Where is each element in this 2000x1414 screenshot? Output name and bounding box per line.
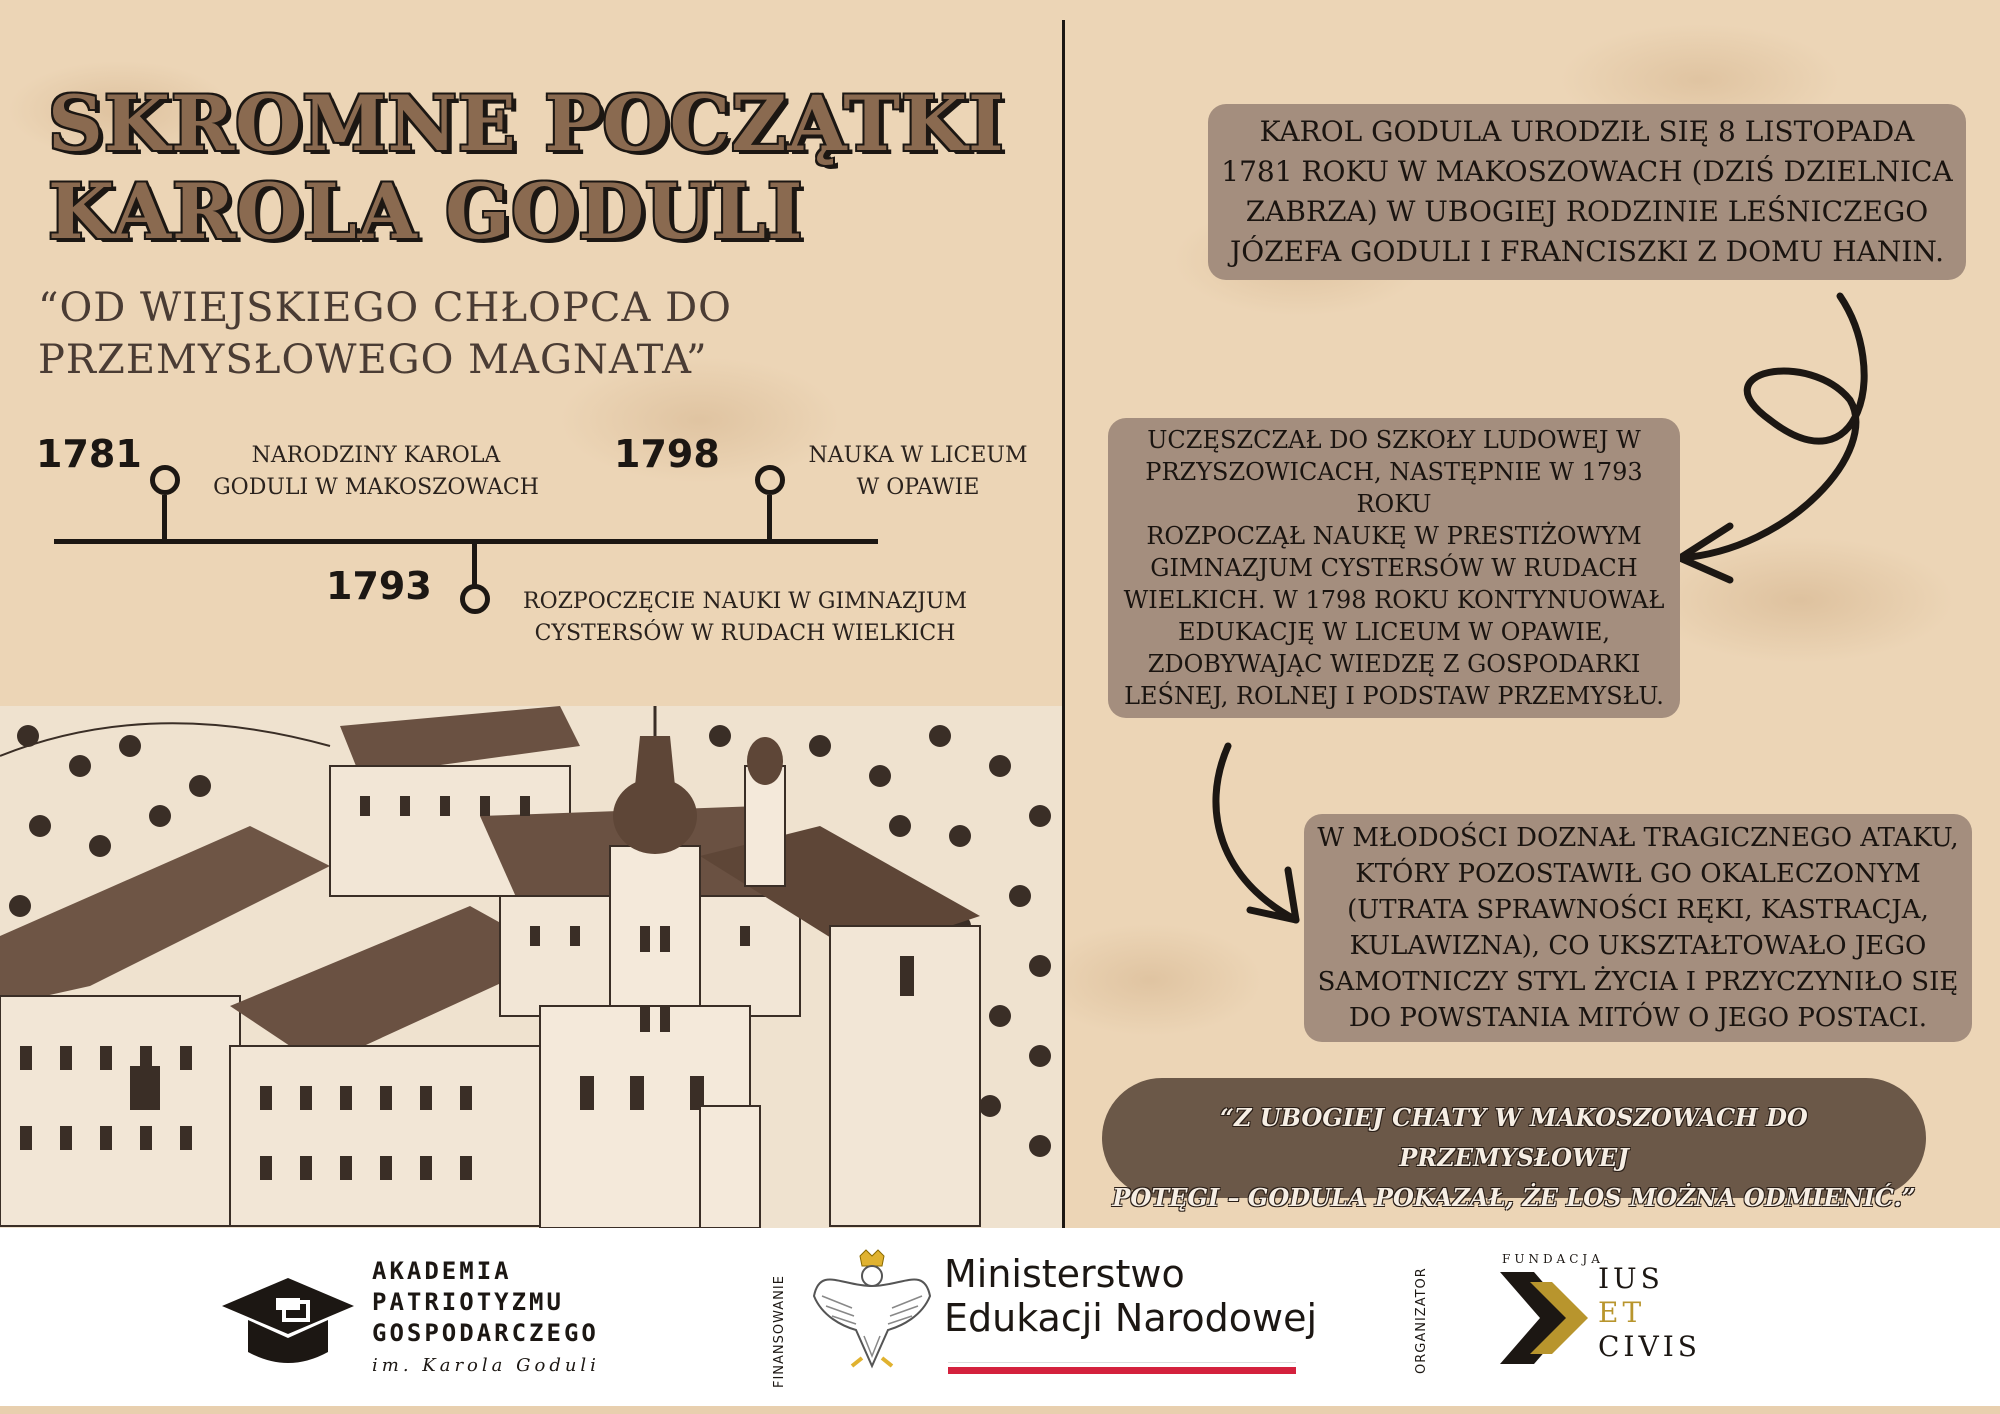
subtitle-line-1: “OD WIEJSKIEGO CHŁOPCA DO	[38, 285, 732, 331]
fundacja-ius: IUS	[1598, 1262, 1664, 1295]
title-line-2: KAROLA GODULI	[48, 167, 804, 256]
ministry-name: Ministerstwo Edukacji Narodowej	[944, 1252, 1318, 1340]
fundacja-et: ET	[1598, 1296, 1646, 1329]
graduation-cap-icon	[218, 1274, 358, 1374]
timeline-text-1781: NARODZINY KAROLA GODULI W MAKOSZOWACH	[213, 443, 539, 500]
organizator-label: ORGANIZATOR	[1414, 1267, 1429, 1374]
footer-bottom-strip	[0, 1406, 2000, 1414]
timeline-node-1798	[755, 465, 785, 495]
fundacja-civis: CIVIS	[1598, 1330, 1701, 1363]
polish-eagle-emblem	[812, 1246, 932, 1380]
timeline-text-1798: NAUKA W LICEUM W OPAWIE	[808, 443, 1028, 500]
akademia-name: AKADEMIA PATRIOTYZMU GOSPODARCZEGO	[372, 1257, 599, 1347]
timeline-axis	[54, 539, 878, 544]
monastery-illustration	[0, 706, 1062, 1228]
timeline-year-1798: 1798	[614, 432, 720, 476]
page-title	[48, 80, 1048, 256]
akademia-subtitle: im. Karola Goduli	[372, 1355, 600, 1376]
monastery-drawing	[0, 706, 1062, 1228]
title-line-1: SKROMNE POCZĄTKI	[48, 79, 1005, 168]
info-box-education: UCZĘSZCZAŁ DO SZKOŁY LUDOWEJ W PRZYSZOWICACH, NASTĘPNIE W 1793 ROKU ROZPOCZĄŁ NAUKĘ W PRESTIŻOWYM GIMNAZJUM CYSTERSÓW W RUDACH WIELKICH. W 1798 ROKU KONTYNUOWAŁ EDUKACJĘ W LICEUM W OPAWIE, ZDOBYWAJĄC WIEDZĘ Z GOSPODARKI LEŚNEJ, ROLNEJ I PODSTAW PRZEMYSŁU.	[1108, 418, 1680, 718]
subtitle-line-2: PRZEMYSŁOWEGO MAGNATA”	[38, 337, 708, 383]
timeline-stem-1781	[162, 495, 167, 541]
timeline-text-1793: ROZPOCZĘCIE NAUKI W GIMNAZJUM CYSTERSÓW W RUDACH WIELKICH	[523, 589, 967, 646]
timeline-stem-1798	[767, 495, 772, 541]
chevron-logo-icon	[1500, 1272, 1600, 1364]
info-box-tragedy: W MŁODOŚCI DOZNAŁ TRAGICZNEGO ATAKU, KTÓRY POZOSTAWIŁ GO OKALECZONYM (UTRATA SPRAWNOŚCI RĘKI, KASTRACJA, KULAWIZNA), CO UKSZTAŁTOWAŁO JEGO SAMOTNICZY STYL ŻYCIA I PRZYCZYNIŁO SIĘ DO POWSTANIA MITÓW O JEGO POSTACI.	[1304, 814, 1972, 1042]
subtitle	[38, 282, 798, 386]
timeline-node-1781	[150, 465, 180, 495]
finansowanie-label: FINANSOWANIE	[772, 1275, 787, 1388]
flag-stripe-red	[948, 1367, 1296, 1374]
timeline-node-1793	[460, 584, 490, 614]
timeline-year-1793: 1793	[326, 564, 432, 608]
timeline-stem-1793	[472, 541, 477, 587]
curved-arrow-icon	[1200, 740, 1320, 930]
quote-banner: “Z UBOGIEJ CHATY W MAKOSZOWACH DO PRZEMYSŁOWEJ POTĘGI – GODULA POKAZAŁ, ŻE LOS MOŻNA ODMIENIĆ.”	[1102, 1078, 1926, 1198]
fundacja-label: FUNDACJA	[1502, 1252, 1604, 1266]
timeline-year-1781: 1781	[36, 432, 142, 476]
info-box-birth: KAROL GODULA URODZIŁ SIĘ 8 LISTOPADA 1781 ROKU W MAKOSZOWACH (DZIŚ DZIELNICA ZABRZA) W UBOGIEJ RODZINIE LEŚNICZEGO JÓZEFA GODULI I FRANCISZKI Z DOMU HANIN.	[1208, 104, 1966, 280]
column-divider	[1062, 20, 1065, 1228]
